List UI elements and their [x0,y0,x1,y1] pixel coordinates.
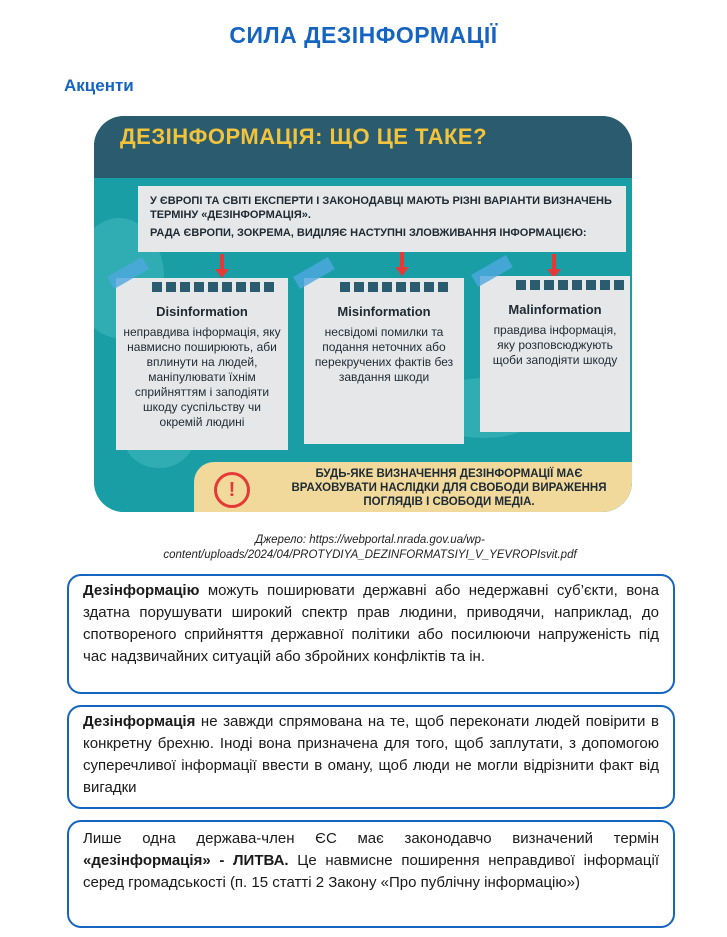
film-strip-decoration [122,282,282,296]
card-disinformation [116,278,288,450]
box-text: не завжди спрямована на те, щоб переконати людей повірити в конкретну брехню. Іноді вона призначена для того, щоб заплутати, з допомогою суперечливої інформації ввести в оману, щоб люди не могли відрізнити факт від вигадки [83,713,659,796]
box-bold-term: Дезінформація [83,713,196,730]
warning-icon: ! [214,472,250,508]
intro-line-2: РАДА ЄВРОПИ, ЗОКРЕМА, ВИДІЛЯЄ НАСТУПНІ ЗЛОВЖИВАННЯ ІНФОРМАЦІЄЮ: [150,227,587,239]
arrow-down-icon [552,254,556,270]
infographic [94,116,632,512]
card-malinformation [480,276,630,432]
infographic-header [94,116,632,178]
film-strip-decoration [486,280,624,294]
box-text: Лише одна держава-член ЄС має законодавчо визначений термін [83,830,659,847]
arrow-down-icon [220,254,224,270]
card-title: Disinformation [156,304,248,319]
info-box-2 [67,705,675,809]
card-title: Malinformation [508,302,602,317]
card-title: Misinformation [337,304,431,319]
info-box-3 [67,820,675,928]
box-text: можуть поширювати державні або недержавні суб’єкти, вона здатна порушувати широкий спектр прав людини, приводячи, наприклад, до спотвореного сприйняття державної політики або посилюючи напруженість під час надзвичайних ситуацій або збройних конфліктів та ін. [83,582,659,665]
section-subtitle: Акценти [64,76,134,95]
info-box-1 [67,574,675,694]
box-bold-term: «дезінформація» - ЛИТВА. [83,852,289,869]
arrow-down-icon [400,252,404,268]
card-text: неправдива інформація, яку навмисно поширюють, аби вплинути на людей, маніпулювати їхнім сприйняттям і заподіяти шкоду суспільству чи окремій людині [123,325,281,429]
card-text: несвідомі помилки та подання неточних або перекручених фактів без завдання шкоди [314,325,454,384]
intro-line-1: У ЄВРОПІ ТА СВІТІ ЕКСПЕРТИ І ЗАКОНОДАВЦІ МАЮТЬ РІЗНІ ВАРІАНТИ ВИЗНАЧЕНЬ ТЕРМІНУ «ДЕЗІНФОРМАЦІЯ». [150,195,612,221]
infographic-intro [138,186,626,252]
warning-banner: БУДЬ-ЯКЕ ВИЗНАЧЕННЯ ДЕЗІНФОРМАЦІЇ МАЄ ВРАХОВУВАТИ НАСЛІДКИ ДЛЯ СВОБОДИ ВИРАЖЕННЯ ПОГЛЯДІВ І СВОБОДИ МЕДІА. [194,462,632,512]
page-title: СИЛА ДЕЗІНФОРМАЦІЇ [229,22,498,48]
box-text: Це навмисне поширення неправдивої інформації серед громадськості (п. 15 статті 2 Закону «Про публічну інформацію») [83,852,659,891]
film-strip-decoration [310,282,458,296]
card-text: правдива інформація, яку розповсюджують щоби заподіяти шкоду [492,323,618,367]
box-bold-term: Дезінформацію [83,582,200,599]
card-misinformation [304,278,464,444]
source-caption: Джерело: https://webportal.nrada.gov.ua/wp-content/uploads/2024/04/PROTYDIYA_DEZINFORMATSIYI_V_YEVROPIsvit.pdf [163,534,577,561]
infographic-heading: ДЕЗІНФОРМАЦІЯ: ЩО ЦЕ ТАКЕ? [120,124,488,149]
